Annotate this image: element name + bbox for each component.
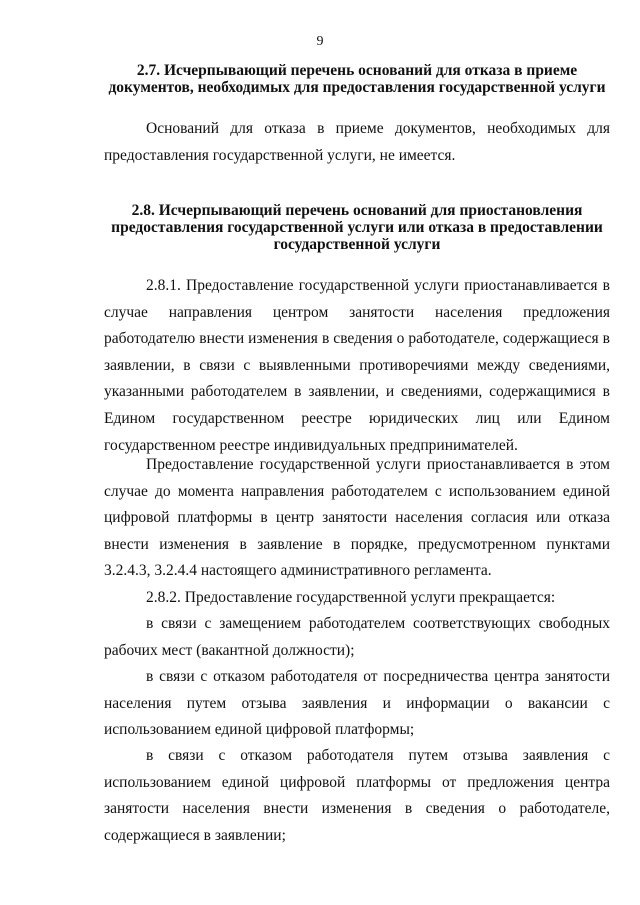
section-2-7-text: Оснований для отказа в приеме документов, необходимых для предоставления государственной услуги, не имеется.	[104, 120, 610, 164]
termination-item-2: в связи с отказом работодателя от посредничества центра занятости населения путем отзыва заявления и информации о вакансии с использованием единой цифровой платформы;	[104, 668, 610, 739]
termination-item-1: в связи с замещением работодателем соответствующих свободных рабочих мест (вакантной должности);	[104, 615, 610, 659]
paragraph-suspension-period: Предоставление государственной услуги приостанавливается в этом случае до момента направления работодателем с использованием единой цифровой платформы в центр занятости населения согласия или отказа внести изменения в заявление в порядке, предусмотренном пунктами 3.2.4.3, 3.2.4.4 настоящего административного регламента.	[104, 456, 610, 580]
section-2-8-heading: 2.8. Исчерпывающий перечень оснований для приостановления предоставления государственной услуги или отказа в предоставлении государственной услуги	[111, 202, 603, 253]
paragraph-2-8-2: 2.8.2. Предоставление государственной услуги прекращается:	[146, 589, 556, 606]
termination-item-3: в связи с отказом работодателя путем отзыва заявления с использованием единой цифровой платформы от предложения центра занятости населения внести изменения в сведения о работодателе, содержащиеся в заявлении;	[104, 747, 610, 844]
page-number: 9	[316, 34, 324, 49]
paragraph-2-8-1: 2.8.1. Предоставление государственной услуги приостанавливается в случае направления центром занятости населения предложения работодателю внести изменения в сведения о работодателе, содержащиеся в заявлении, в связи с выявленными противоречиями между сведениями, указанными работодателем в заявлении, и сведениями, содержащимися в Едином государственном реестре юридических лиц или Едином государственном реестре индивидуальных предпринимателей.	[104, 277, 610, 454]
section-2-7-heading: 2.7. Исчерпывающий перечень оснований для отказа в приеме документов, необходимых для предоставления государственной услуги	[108, 62, 606, 96]
